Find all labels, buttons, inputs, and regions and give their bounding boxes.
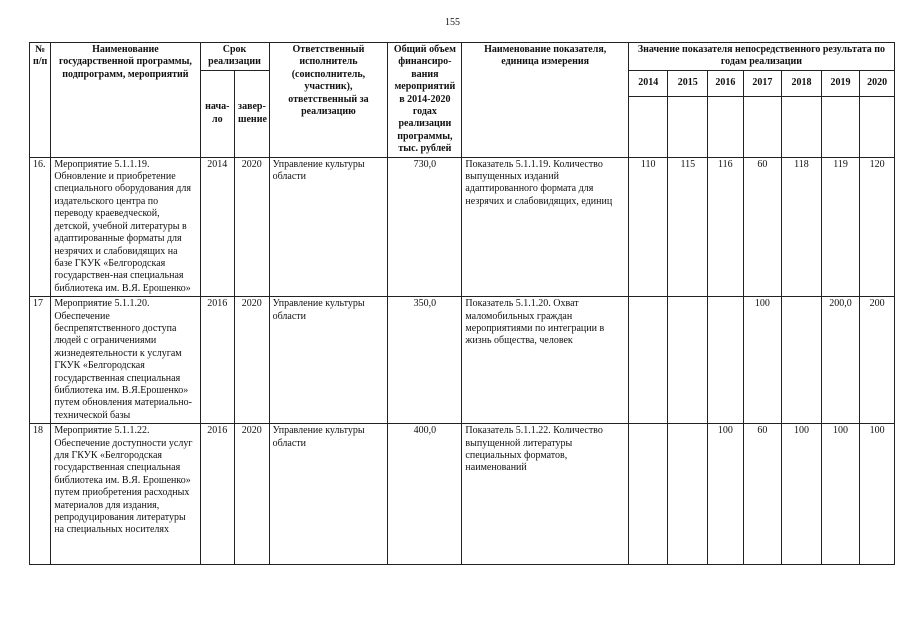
year-spacer xyxy=(628,96,668,157)
row-indicator: Показатель 5.1.1.20. Охват маломобильных граждан мероприятиями по интеграции в жизнь общества, человек xyxy=(462,297,628,424)
year-spacer xyxy=(860,96,895,157)
row-indicator: Показатель 5.1.1.19. Количество выпущенных изданий адаптированного формата для незрячих и слабовидящих, единиц xyxy=(462,157,628,296)
year-header: 2016 xyxy=(708,70,744,96)
year-spacer xyxy=(782,96,822,157)
row-value-2015 xyxy=(668,297,708,424)
row-value-2014: 110 xyxy=(628,157,668,296)
row-volume: 730,0 xyxy=(388,157,462,296)
row-value-2020: 200 xyxy=(860,297,895,424)
row-volume: 350,0 xyxy=(388,297,462,424)
row-name: Мероприятие 5.1.1.19. Обновление и приобретение специального оборудования для издательского центра по переводу краеведческой, детской, учебной литературы в адаптированные форматы для незрячих и слабовидящих на базе ГКУК «Белгородская государствен-ная специальная библиотека им. В.Я. Ерошенко» xyxy=(51,157,200,296)
row-value-2016 xyxy=(708,297,744,424)
row-end: 2020 xyxy=(235,157,270,296)
row-end: 2020 xyxy=(235,297,270,424)
row-start: 2016 xyxy=(200,424,235,565)
row-indicator: Показатель 5.1.1.22. Количество выпущенной литературы специальных форматов, наименований xyxy=(462,424,628,565)
row-end: 2020 xyxy=(235,424,270,565)
year-spacer xyxy=(668,96,708,157)
row-volume: 400,0 xyxy=(388,424,462,565)
row-executor: Управление культуры области xyxy=(269,157,388,296)
program-table xyxy=(29,42,895,565)
col-header-executor: Ответственный исполнитель (соисполнитель, участник), ответственный за реализацию xyxy=(269,43,388,158)
row-value-2017: 60 xyxy=(743,157,782,296)
col-header-values: Значение показателя непосредственного результата по годам реализации xyxy=(628,43,894,71)
row-value-2014 xyxy=(628,297,668,424)
year-header: 2020 xyxy=(860,70,895,96)
col-header-name: Наименование государственной программы, подпрограмм, мероприятий xyxy=(51,43,200,158)
table-row xyxy=(30,424,895,565)
page-number: 155 xyxy=(445,17,460,28)
year-header: 2014 xyxy=(628,70,668,96)
row-executor: Управление культуры области xyxy=(269,424,388,565)
table-row xyxy=(30,157,895,296)
row-value-2019: 100 xyxy=(821,424,860,565)
row-executor: Управление культуры области xyxy=(269,297,388,424)
row-value-2017: 100 xyxy=(743,297,782,424)
row-start: 2016 xyxy=(200,297,235,424)
row-value-2020: 120 xyxy=(860,157,895,296)
row-value-2016: 116 xyxy=(708,157,744,296)
col-header-indicator: Наименование показателя, единица измерения xyxy=(462,43,628,158)
row-value-2019: 200,0 xyxy=(821,297,860,424)
row-value-2018: 100 xyxy=(782,424,822,565)
row-value-2018: 118 xyxy=(782,157,822,296)
year-header: 2018 xyxy=(782,70,822,96)
col-header-term: Срок реализации xyxy=(200,43,269,71)
col-header-num: № п/п xyxy=(30,43,51,158)
year-spacer xyxy=(821,96,860,157)
table-row xyxy=(30,297,895,424)
row-value-2019: 119 xyxy=(821,157,860,296)
row-value-2020: 100 xyxy=(860,424,895,565)
row-name: Мероприятие 5.1.1.20. Обеспечение беспрепятственного доступа людей с ограничениями жизнедеятельности к услугам ГКУК «Белгородская государственная специальная библиотека им. В.Я.Ерошенко» путем обновления материально-технической базы xyxy=(51,297,200,424)
row-value-2017: 60 xyxy=(743,424,782,565)
year-header: 2017 xyxy=(743,70,782,96)
row-num: 16. xyxy=(30,157,51,296)
year-spacer xyxy=(743,96,782,157)
col-header-start: нача-ло xyxy=(200,70,235,157)
row-value-2015 xyxy=(668,424,708,565)
row-value-2018 xyxy=(782,297,822,424)
col-header-end: завер-шение xyxy=(235,70,270,157)
row-value-2015: 115 xyxy=(668,157,708,296)
row-num: 17 xyxy=(30,297,51,424)
row-num: 18 xyxy=(30,424,51,565)
row-value-2016: 100 xyxy=(708,424,744,565)
col-header-volume: Общий объем финансиро-вания мероприятий в 2014-2020 годах реализации программы, тыс. рублей xyxy=(388,43,462,158)
year-header: 2019 xyxy=(821,70,860,96)
row-value-2014 xyxy=(628,424,668,565)
row-name: Мероприятие 5.1.1.22. Обеспечение доступности услуг для ГКУК «Белгородская государственная специальная библиотека им. В.Я. Ерошенко» путем приобретения расходных материалов для издания, репродуцирования литературы на специальных носителях xyxy=(51,424,200,565)
year-spacer xyxy=(708,96,744,157)
row-start: 2014 xyxy=(200,157,235,296)
year-header: 2015 xyxy=(668,70,708,96)
